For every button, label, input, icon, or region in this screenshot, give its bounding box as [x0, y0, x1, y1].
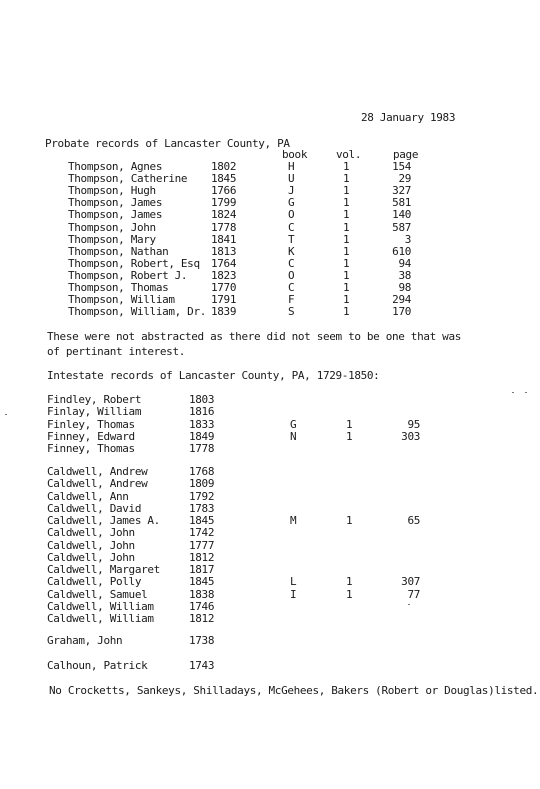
record-year: 1803: [189, 393, 215, 406]
table-row: [0, 564, 540, 576]
record-book: O: [288, 269, 295, 283]
record-book: F: [288, 293, 295, 307]
record-volume: 1: [343, 160, 350, 173]
table-row: [0, 576, 540, 588]
record-volume: 1: [346, 417, 353, 431]
record-year: 1791: [211, 293, 237, 307]
record-page: 140: [392, 208, 411, 222]
record-year: 1841: [211, 232, 237, 246]
record-name: Thompson, James: [68, 208, 163, 222]
record-name: Thompson, Agnes: [68, 160, 163, 173]
record-year: 1823: [211, 269, 237, 283]
probate-note-line-1: These were not abstracted as there did not seem to be one that was: [47, 330, 461, 343]
record-page: 294: [392, 293, 411, 307]
record-page: 94: [398, 256, 411, 270]
record-name: Caldwell, James A.: [47, 514, 160, 527]
record-volume: 1: [343, 293, 350, 307]
record-year: 1777: [189, 538, 215, 552]
record-volume: 1: [343, 172, 350, 186]
record-page: 170: [392, 305, 411, 319]
table-row: [0, 540, 540, 552]
record-page: 581: [392, 196, 411, 210]
record-year: 1824: [211, 208, 237, 222]
record-book: M: [290, 514, 297, 527]
table-row: [0, 443, 540, 455]
record-year: 1809: [189, 477, 215, 491]
record-name: Finlay, William: [47, 405, 142, 419]
table-row: [0, 491, 540, 503]
intestate-heading: Intestate records of Lancaster County, PA, 1729-1850:: [47, 369, 380, 382]
record-book: H: [288, 160, 295, 173]
document-date: 28 January 1983: [361, 111, 456, 124]
record-page: 95: [407, 417, 420, 431]
record-year: 1816: [189, 405, 215, 419]
record-book: N: [290, 429, 297, 443]
table-row: [0, 222, 540, 234]
record-book: I: [290, 587, 297, 601]
record-name: Findley, Robert: [47, 393, 142, 406]
table-row: [0, 552, 540, 564]
record-name: Thompson, James: [68, 196, 163, 210]
record-name: Finley, Thomas: [47, 417, 135, 431]
record-page: 587: [392, 220, 411, 234]
record-name: Caldwell, Andrew: [47, 465, 148, 478]
record-page: 307: [401, 575, 420, 589]
record-year: 1845: [211, 172, 237, 186]
record-year: 1766: [211, 184, 237, 198]
record-volume: 1: [346, 514, 353, 527]
record-year: 1838: [189, 587, 215, 601]
record-year: 1778: [211, 220, 237, 234]
table-row: [0, 503, 540, 515]
table-row: [0, 589, 540, 601]
record-volume: 1: [343, 244, 350, 258]
record-name: Thompson, John: [68, 220, 156, 234]
record-name: Caldwell, David: [47, 501, 142, 515]
record-name: Finney, Thomas: [47, 442, 135, 455]
record-volume: 1: [343, 220, 350, 234]
table-row: [0, 306, 540, 318]
record-volume: 1: [346, 587, 353, 601]
column-header-vol: vol.: [336, 148, 362, 161]
record-name: Caldwell, Polly: [47, 575, 142, 589]
table-row: [0, 419, 540, 431]
record-year: 1746: [189, 599, 215, 613]
record-year: 1849: [189, 429, 215, 443]
probate-note-line-2: of pertinant interest.: [47, 345, 185, 358]
record-year: 1783: [189, 501, 215, 515]
record-page: 154: [392, 160, 411, 173]
record-year: 1770: [211, 281, 237, 295]
table-row: [0, 601, 540, 613]
record-name: Thompson, William: [68, 293, 175, 307]
record-name: Thompson, Robert, Esq: [68, 256, 200, 270]
record-year: 1817: [189, 563, 215, 576]
record-name: Thompson, Hugh: [68, 184, 156, 198]
record-year: 1845: [189, 575, 215, 589]
record-volume: 1: [343, 256, 350, 270]
record-year: 1812: [189, 550, 215, 564]
record-page: 77: [407, 587, 420, 601]
table-row: [0, 234, 540, 246]
column-header-page: page: [393, 148, 419, 161]
table-row: [0, 660, 540, 672]
record-book: G: [290, 417, 297, 431]
record-volume: 1: [343, 232, 350, 246]
table-row: [0, 527, 540, 539]
record-book: U: [288, 172, 295, 186]
record-page: 65: [407, 514, 420, 527]
record-name: Thompson, Nathan: [68, 244, 169, 258]
record-name: Graham, John: [47, 634, 123, 647]
record-name: Caldwell, John: [47, 526, 135, 540]
record-name: Caldwell, Ann: [47, 489, 129, 503]
record-book: C: [288, 220, 295, 234]
record-page: 98: [398, 281, 411, 295]
record-name: Caldwell, William: [47, 599, 154, 613]
record-book: T: [288, 232, 295, 246]
record-year: 1845: [189, 514, 215, 527]
table-row: [0, 635, 540, 647]
record-name: Caldwell, William: [47, 612, 154, 625]
probate-heading: Probate records of Lancaster County, PA: [45, 137, 290, 150]
table-row: [0, 209, 540, 221]
record-year: 1792: [189, 489, 215, 503]
record-page: 327: [392, 184, 411, 198]
record-year: 1812: [189, 612, 215, 625]
scan-speck: [525, 392, 527, 393]
record-book: C: [288, 256, 295, 270]
record-name: Caldwell, Margaret: [47, 563, 160, 576]
record-name: Caldwell, Samuel: [47, 587, 148, 601]
record-book: C: [288, 281, 295, 295]
scan-speck: [408, 604, 410, 605]
table-row: [0, 431, 540, 443]
record-year: 1778: [189, 442, 215, 455]
record-page: 303: [401, 429, 420, 443]
record-name: Caldwell, John: [47, 550, 135, 564]
record-volume: 1: [343, 305, 350, 319]
record-name: Thompson, Thomas: [68, 281, 169, 295]
record-name: Thompson, Robert J.: [68, 269, 188, 283]
record-name: Thompson, Mary: [68, 232, 156, 246]
table-row: [0, 613, 540, 625]
record-page: 38: [398, 269, 411, 283]
record-volume: 1: [346, 575, 353, 589]
record-year: 1833: [189, 417, 215, 431]
table-row: [0, 394, 540, 406]
record-book: K: [288, 244, 295, 258]
record-volume: 1: [343, 196, 350, 210]
record-volume: 1: [343, 281, 350, 295]
record-year: 1738: [189, 634, 215, 647]
record-year: 1764: [211, 256, 237, 270]
table-row: [0, 406, 540, 418]
record-name: Finney, Edward: [47, 429, 135, 443]
column-header-book: book: [282, 148, 308, 161]
record-volume: 1: [343, 184, 350, 198]
scan-speck: [5, 414, 7, 415]
record-year: 1743: [189, 659, 215, 672]
table-row: [0, 515, 540, 527]
table-row: [0, 466, 540, 478]
table-row: [0, 478, 540, 490]
record-year: 1813: [211, 244, 237, 258]
record-name: Thompson, Catherine: [68, 172, 188, 186]
record-name: Thompson, William, Dr.: [68, 305, 206, 319]
record-name: Caldwell, Andrew: [47, 477, 148, 491]
record-book: O: [288, 208, 295, 222]
record-name: Calhoun, Patrick: [47, 659, 148, 672]
footer-note: No Crocketts, Sankeys, Shilladays, McGehees, Bakers (Robert or Douglas)listed.: [49, 684, 539, 697]
record-year: 1742: [189, 526, 215, 540]
record-page: 3: [404, 232, 411, 246]
record-page: 29: [398, 172, 411, 186]
record-book: L: [290, 575, 297, 589]
record-book: S: [288, 305, 295, 319]
record-volume: 1: [343, 269, 350, 283]
record-page: 610: [392, 244, 411, 258]
record-book: G: [288, 196, 295, 210]
record-year: 1839: [211, 305, 237, 319]
record-book: J: [288, 184, 295, 198]
record-year: 1802: [211, 160, 237, 173]
record-year: 1799: [211, 196, 237, 210]
record-volume: 1: [346, 429, 353, 443]
record-volume: 1: [343, 208, 350, 222]
record-name: Caldwell, John: [47, 538, 135, 552]
record-year: 1768: [189, 465, 215, 478]
scan-speck: [512, 392, 514, 393]
